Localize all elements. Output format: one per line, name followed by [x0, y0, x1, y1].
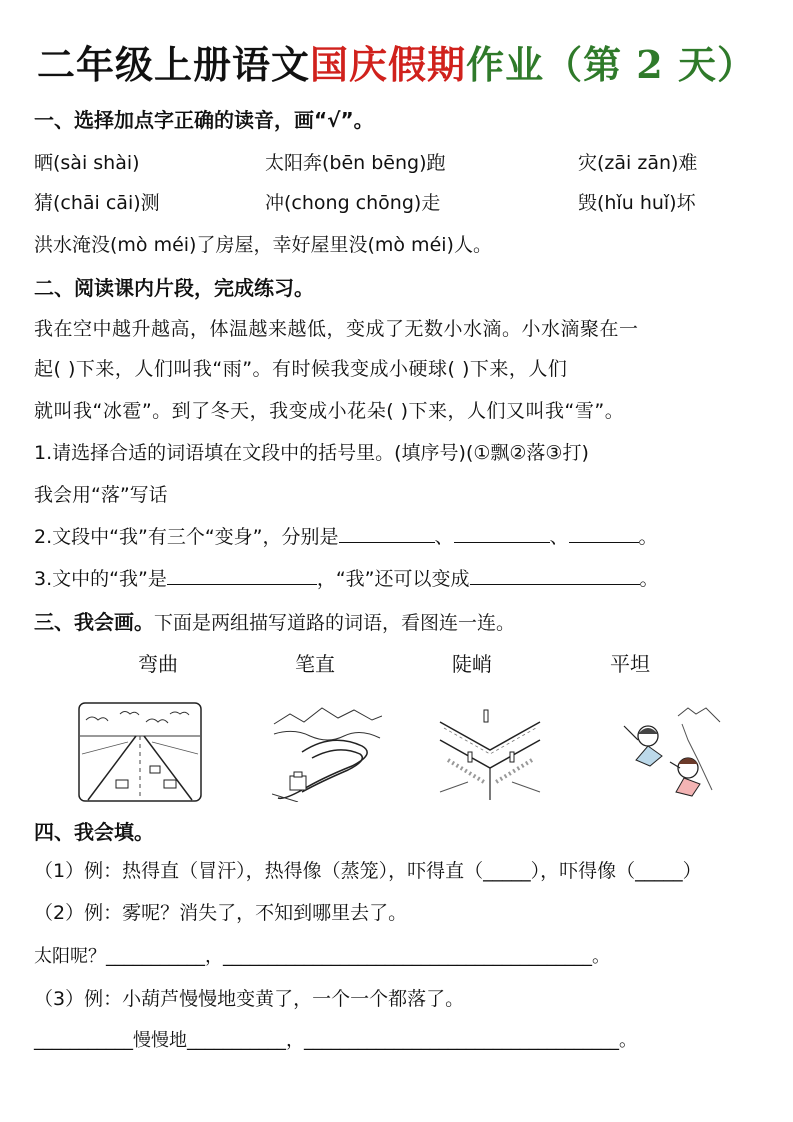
pinyin-item-6: 毁(hǐu huǐ)坏	[578, 192, 696, 214]
section2-heading: 二、阅读课内片段，完成练习。	[34, 276, 314, 300]
question-3: 3.文中的“我”是 ，“我”还可以变成 。	[34, 568, 659, 590]
climbing-children-picture[interactable]	[618, 702, 724, 802]
pinyin-item-3: 灾(zāi zān)难	[578, 152, 698, 174]
fill-item-3-answer[interactable]: ___________慢慢地___________，___________________________________。	[34, 1030, 637, 1051]
word-douqiao[interactable]: 陡峭	[452, 652, 492, 676]
title-day: 作业（第 2 天）	[466, 42, 756, 87]
section4-heading: 四、我会填。	[34, 820, 154, 844]
word-bizhi[interactable]: 笔直	[295, 652, 335, 676]
passage-line-2: 起( )下来，人们叫我“雨”。有时候我变成小硬球( )下来，人们	[34, 358, 568, 380]
straight-road-picture[interactable]	[78, 702, 202, 802]
fill-item-1: （1）例：热得直（冒汗），热得像（蒸笼），吓得直（_____），吓得像（_____）	[34, 860, 702, 882]
section1-heading: 一、选择加点字正确的读音，画“√”。	[34, 108, 374, 132]
question-1: 1.请选择合适的词语填在文段中的括号里。(填序号)(①飘②落③打)	[34, 442, 589, 464]
question-2: 2.文段中“我”有三个“变身”，分别是 、 、 。	[34, 526, 658, 548]
question-1-prompt: 我会用“落”写话	[34, 484, 168, 506]
pinyin-item-1: 晒(sài shài)	[34, 152, 140, 174]
fill-item-2: （2）例：雾呢？消失了，不知到哪里去了。	[34, 902, 408, 924]
answer-blank[interactable]	[470, 568, 640, 585]
answer-blank[interactable]	[167, 568, 317, 585]
pinyin-sentence: 洪水淹没(mò méi)了房屋，幸好屋里没(mò méi)人。	[34, 234, 492, 256]
pinyin-item-5: 冲(chong chōng)走	[265, 192, 441, 214]
answer-blank[interactable]	[339, 526, 435, 543]
answer-blank[interactable]	[569, 526, 639, 543]
title-highlight: 国庆假期	[310, 42, 467, 87]
fill-item-2-answer[interactable]: 太阳呢？___________，_________________________________________。	[34, 946, 610, 967]
fill-item-3: （3）例：小葫芦慢慢地变黄了，一个一个都落了。	[34, 988, 465, 1010]
word-wanqu[interactable]: 弯曲	[138, 652, 178, 676]
page-title: 二年级上册语文国庆假期作业（第 2 天）	[37, 42, 756, 87]
answer-blank[interactable]	[454, 526, 550, 543]
passage-line-1: 我在空中越升越高，体温越来越低，变成了无数小水滴。小水滴聚在一	[34, 318, 639, 340]
section3-heading-row: 三、我会画。下面是两组描写道路的词语，看图连一连。	[34, 610, 516, 634]
pinyin-item-4: 猜(chāi cāi)测	[34, 192, 160, 214]
steep-road-picture[interactable]	[438, 702, 542, 802]
word-pingtan[interactable]: 平坦	[610, 652, 650, 676]
winding-wall-picture[interactable]	[272, 702, 382, 802]
pinyin-item-2: 太阳奔(bēn bēng)跑	[265, 152, 446, 174]
passage-line-3: 就叫我“冰雹”。到了冬天，我变成小花朵( )下来，人们又叫我“雪”。	[34, 400, 625, 422]
